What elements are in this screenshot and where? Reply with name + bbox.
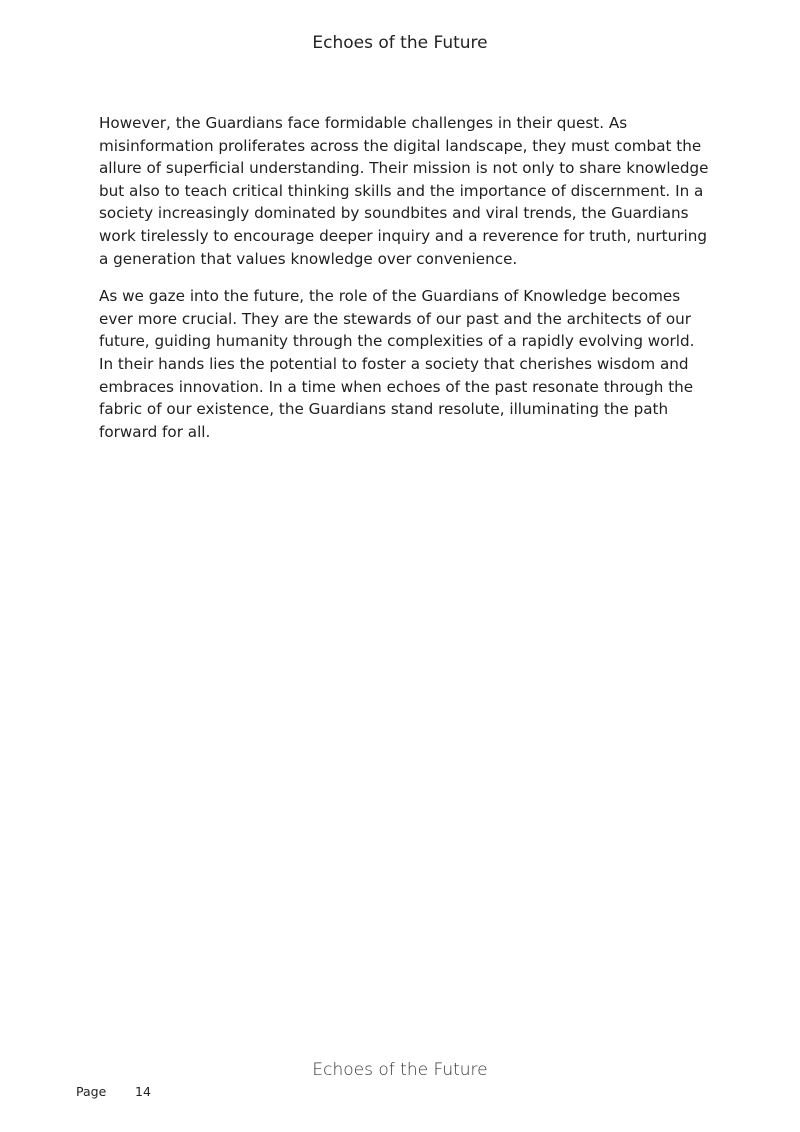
body-text: [99, 112, 709, 458]
page-footer-title: Echoes of the Future: [312, 1060, 488, 1080]
paragraph: As we gaze into the future, the role of the Guardians of Knowledge becomes ever more crucial. They are the stewards of our past and the architects of our future, guiding humanity through the complexities of a rapidly evolving world. In their hands lies the potential to foster a society that cherishes wisdom and embraces innovation. In a time when echoes of the past resonate through the fabric of our existence, the Guardians stand resolute, illuminating the path forward for all.: [99, 287, 695, 441]
page-header-title: Echoes of the Future: [312, 33, 488, 53]
page-number: 14: [135, 1084, 151, 1099]
page-label: Page: [76, 1084, 107, 1099]
paragraph: However, the Guardians face formidable challenges in their quest. As misinformation proliferates across the digital landscape, they must combat the allure of superficial understanding. Their mission is not only to share knowledge but also to teach critical thinking skills and the importance of discernment. In a society increasingly dominated by soundbites and viral trends, the Guardians work tirelessly to encourage deeper inquiry and a reverence for truth, nurturing a generation that values knowledge over convenience.: [99, 114, 709, 268]
